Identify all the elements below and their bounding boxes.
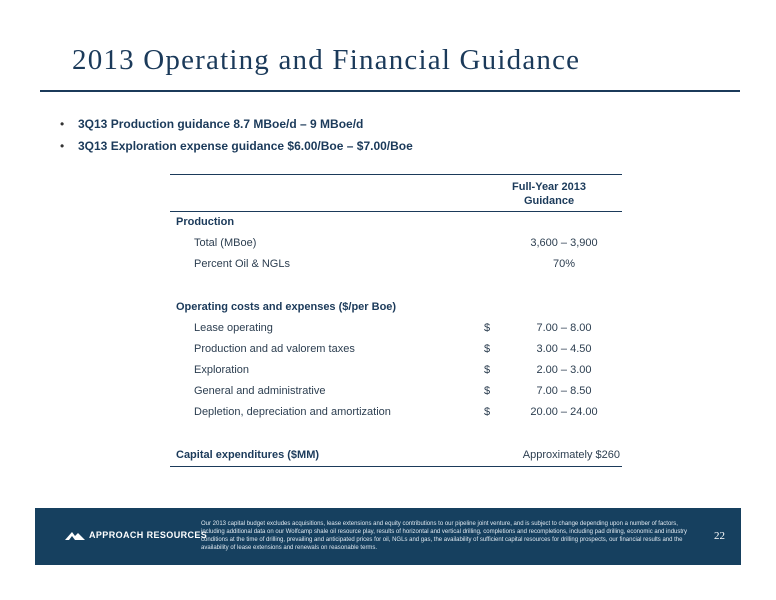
footer-bar bbox=[35, 508, 741, 565]
table-header bbox=[170, 175, 622, 211]
row-value: 7.00 – 8.50 bbox=[536, 385, 592, 397]
section-label: Operating costs and expenses ($/per Boe) bbox=[176, 301, 397, 313]
row-label: Total (MBoe) bbox=[194, 237, 257, 249]
row-value: 3,600 – 3,900 bbox=[530, 237, 598, 249]
bullet-item bbox=[60, 113, 413, 135]
currency-symbol: $ bbox=[484, 364, 491, 376]
section-row-capex bbox=[170, 445, 622, 466]
bullet-marker: • bbox=[60, 139, 65, 153]
row-value: Approximately $260 bbox=[522, 449, 620, 461]
row-value: 2.00 – 3.00 bbox=[536, 364, 592, 376]
currency-symbol: $ bbox=[484, 343, 491, 355]
column-header-line2: Guidance bbox=[523, 195, 575, 207]
company-logo bbox=[65, 530, 207, 540]
logo-text: APPROACH RESOURCES bbox=[89, 530, 208, 540]
row-label: Percent Oil & NGLs bbox=[194, 258, 290, 270]
page-title: 2013 Operating and Financial Guidance bbox=[72, 44, 581, 76]
row-value: 70% bbox=[552, 258, 576, 270]
bullet-marker: • bbox=[60, 117, 65, 131]
bullet-text: 3Q13 Production guidance 8.7 MBoe/d – 9 MBoe/d bbox=[78, 117, 364, 131]
row-label: General and administrative bbox=[194, 385, 326, 397]
currency-symbol: $ bbox=[484, 322, 491, 334]
table-row bbox=[170, 402, 622, 423]
mountain-logo-icon bbox=[65, 530, 85, 540]
row-value: 7.00 – 8.00 bbox=[536, 322, 592, 334]
section-row-production bbox=[170, 212, 622, 233]
currency-symbol: $ bbox=[484, 385, 491, 397]
bullet-list bbox=[60, 113, 413, 157]
table-row bbox=[170, 254, 622, 275]
bullet-text: 3Q13 Exploration expense guidance $6.00/Boe – $7.00/Boe bbox=[78, 139, 413, 153]
currency-symbol: $ bbox=[484, 406, 491, 418]
section-label: Capital expenditures ($MM) bbox=[176, 449, 320, 461]
table-row bbox=[170, 339, 622, 360]
guidance-table bbox=[170, 174, 622, 467]
section-row-opex bbox=[170, 297, 622, 318]
column-header bbox=[470, 180, 628, 208]
bullet-item bbox=[60, 135, 413, 157]
disclaimer-text: Our 2013 capital budget excludes acquisitions, lease extensions and equity contributions to our pipeline joint venture, and is subject to change depending upon a number of factors, including additional data on our Wolfcamp shale oil resource play, results of horizontal and vertical drilling, completions and recompletions, including pad drilling, economic and industry conditions at the time of drilling, prevailing and anticipated prices for oil, NGLs and gas, the availability of sufficient capital resources for drilling prospects, our financial results and the availability of lease extensions and renewals on reasonable terms. bbox=[201, 521, 688, 551]
row-label: Lease operating bbox=[194, 322, 273, 334]
table-spacer bbox=[170, 275, 622, 297]
row-value: 20.00 – 24.00 bbox=[530, 406, 598, 418]
table-row bbox=[170, 381, 622, 402]
table-bottom-rule bbox=[170, 466, 622, 467]
row-label: Exploration bbox=[194, 364, 250, 376]
table-row bbox=[170, 233, 622, 254]
column-header-line1: Full-Year 2013 bbox=[512, 181, 586, 193]
row-label: Production and ad valorem taxes bbox=[194, 343, 355, 355]
title-divider bbox=[40, 90, 740, 92]
row-label: Depletion, depreciation and amortization bbox=[194, 406, 391, 418]
row-value: 3.00 – 4.50 bbox=[536, 343, 592, 355]
table-spacer bbox=[170, 423, 622, 445]
table-row bbox=[170, 360, 622, 381]
table-row bbox=[170, 318, 622, 339]
page-number: 22 bbox=[714, 530, 725, 542]
section-label: Production bbox=[176, 216, 235, 228]
